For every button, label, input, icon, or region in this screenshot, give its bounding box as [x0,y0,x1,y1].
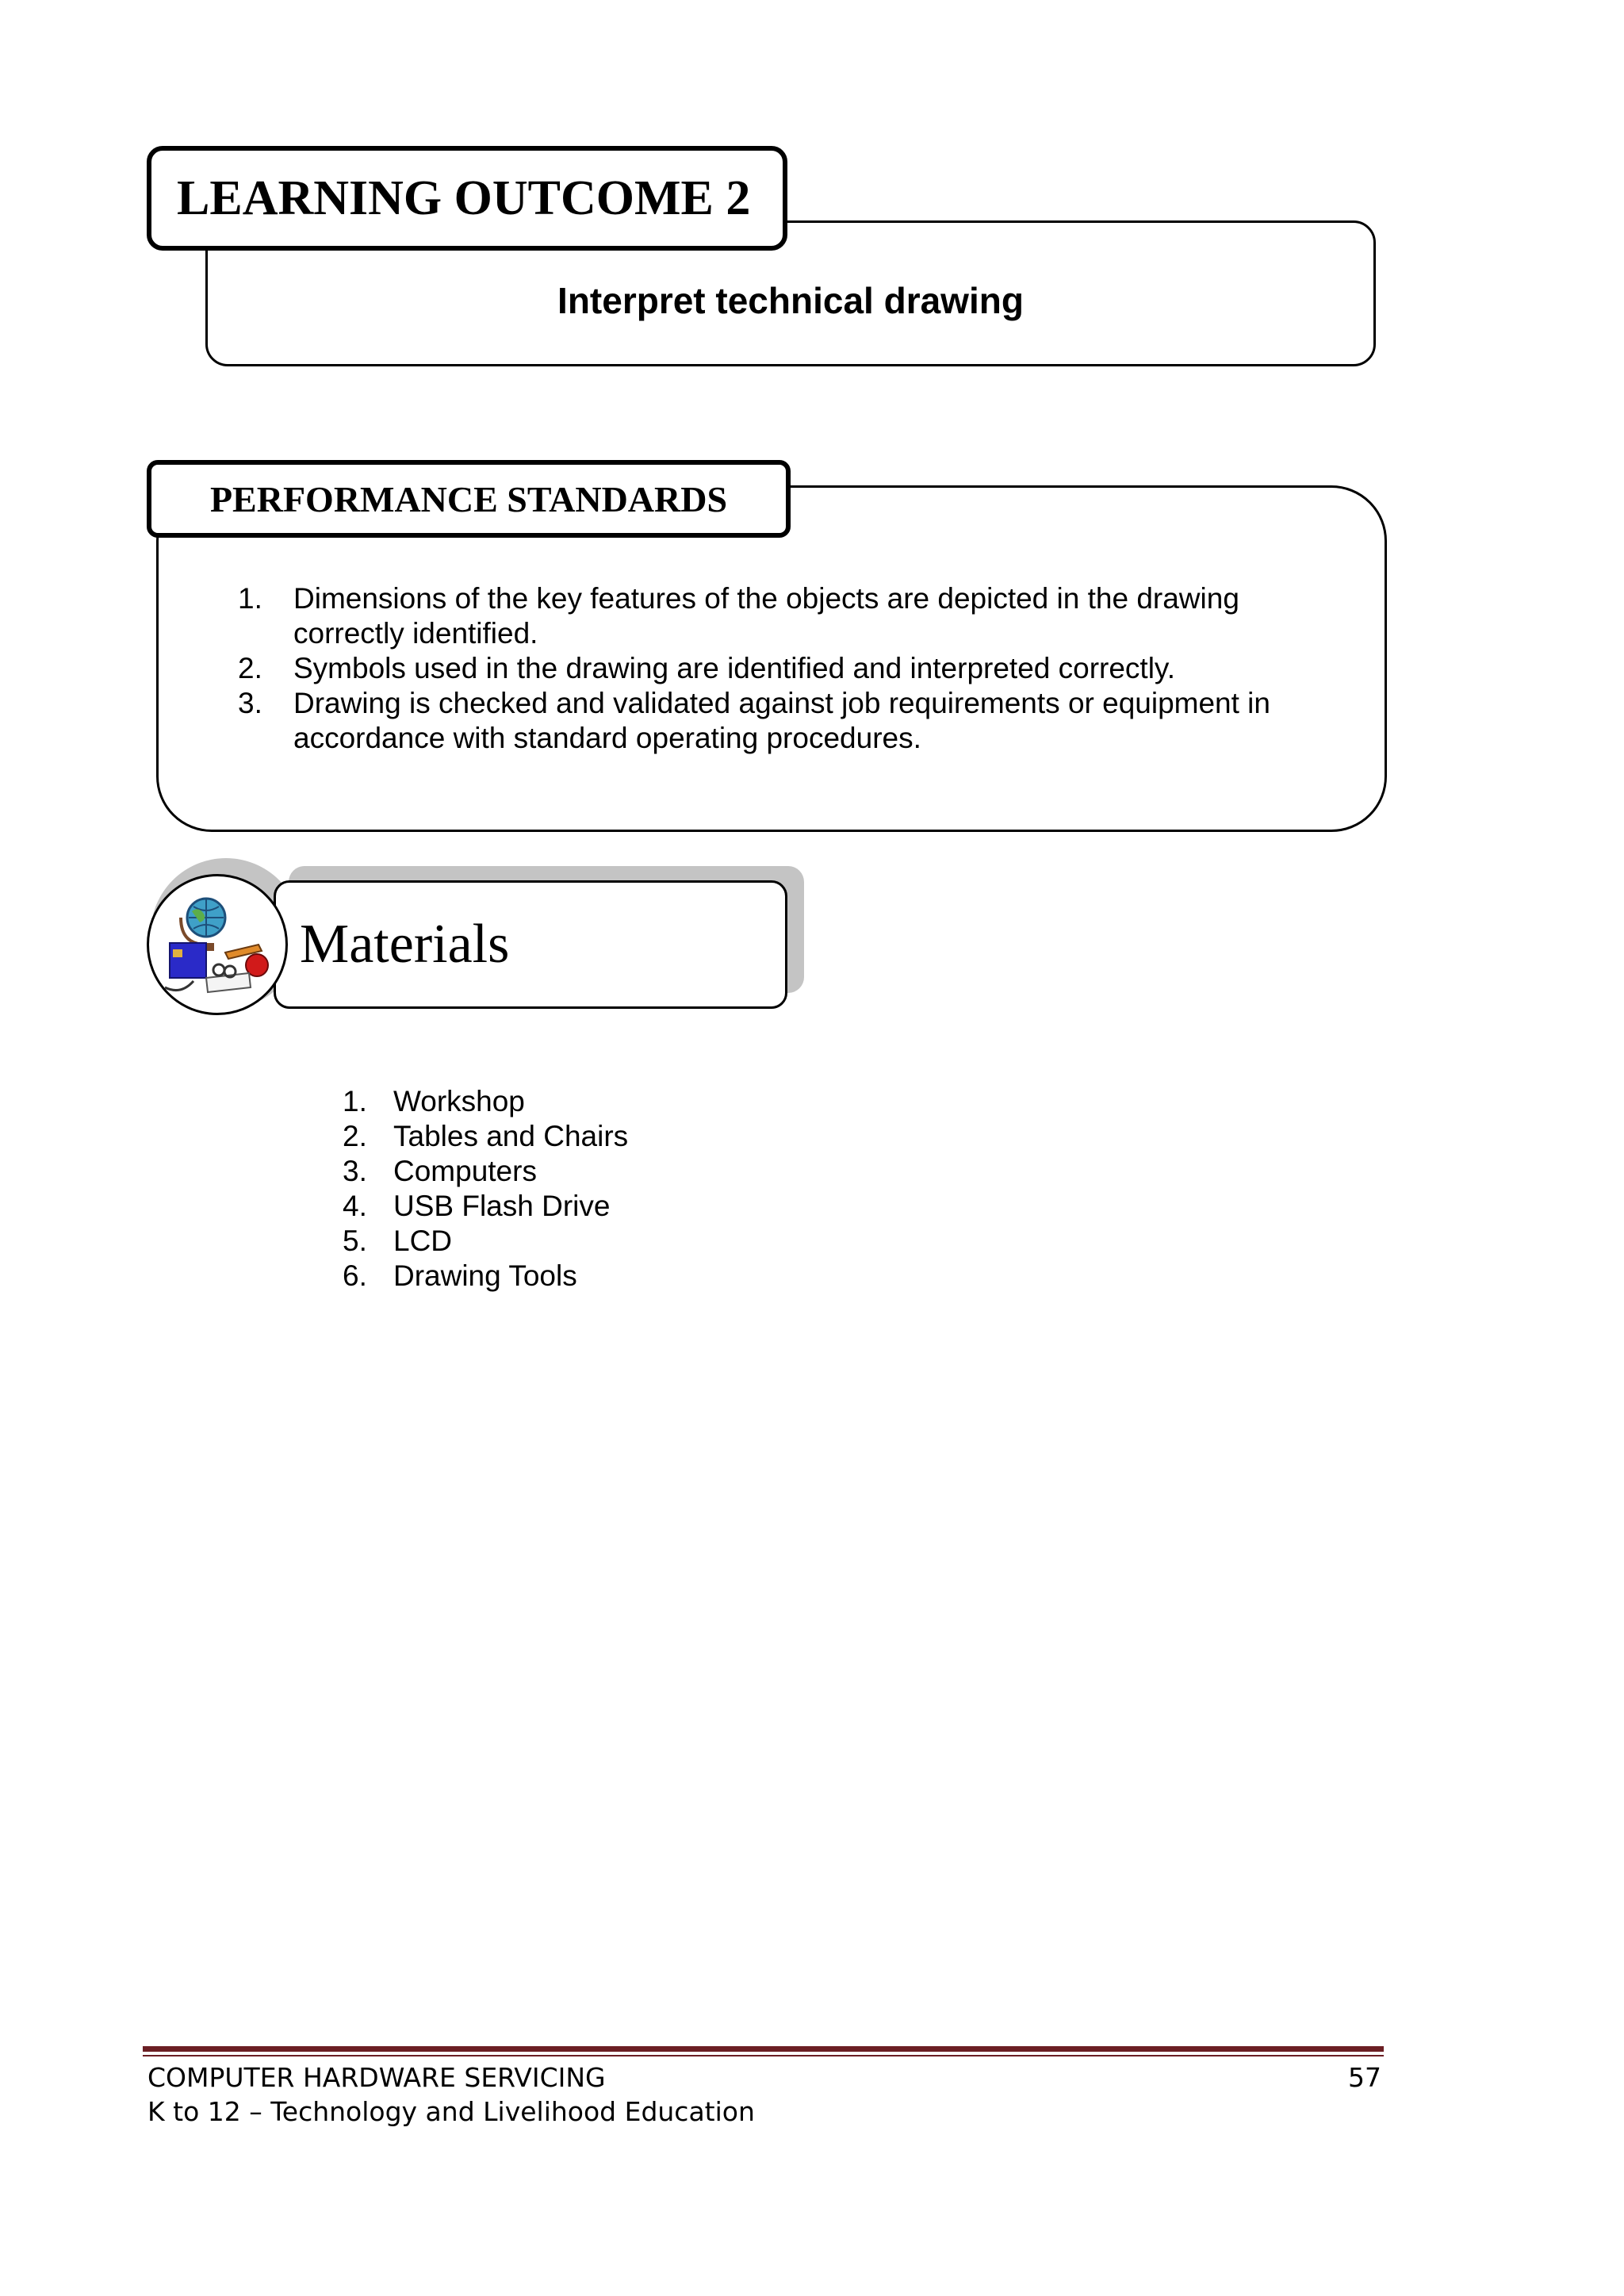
list-number: 2. [343,1120,367,1152]
list-item [238,686,1332,756]
list-item [343,1259,977,1294]
page-number: 57 [1348,2062,1381,2093]
list-text: Drawing Tools [393,1259,577,1292]
list-item [343,1224,977,1259]
materials-heading: Materials [300,914,510,975]
learning-outcome-subtitle: Interpret technical drawing [557,280,1024,321]
performance-standards-heading: PERFORMANCE STANDARDS [209,478,728,519]
footer-course-title: COMPUTER HARDWARE SERVICING [147,2062,606,2093]
list-text: USB Flash Drive [393,1190,611,1222]
list-number: 1. [343,1085,367,1117]
list-text: Drawing is checked and validated against job requirements or equipment in [293,687,1270,719]
footer-program-title: K to 12 – Technology and Livelihood Education [147,2096,755,2127]
list-text: correctly identified. [293,617,538,650]
materials-clipart-icon [147,874,288,1015]
list-number: 4. [343,1190,367,1222]
list-item [238,651,1332,686]
footer-rule [143,2046,1384,2052]
list-number: 6. [343,1259,367,1292]
list-item [343,1084,977,1119]
list-item [343,1154,977,1189]
materials-heading-box [274,880,787,1009]
list-text: Workshop [393,1085,525,1117]
performance-standards-list [238,581,1332,756]
footer-rule [143,2055,1384,2056]
learning-outcome-tab [147,146,787,251]
materials-list [343,1084,977,1294]
list-item [343,1119,977,1154]
list-number: 3. [343,1155,367,1187]
list-item [343,1189,977,1224]
list-text: Dimensions of the key features of the objects are depicted in the drawing [293,582,1239,615]
list-number: 2. [238,652,262,684]
list-text: Symbols used in the drawing are identified and interpreted correctly. [293,652,1175,684]
list-text: Computers [393,1155,537,1187]
list-number: 1. [238,582,262,615]
list-item [238,581,1332,651]
list-number: 5. [343,1225,367,1257]
list-number: 3. [238,687,262,719]
performance-standards-tab [147,460,791,538]
learning-outcome-heading: LEARNING OUTCOME 2 [177,171,751,225]
list-text: Tables and Chairs [393,1120,629,1152]
list-text: accordance with standard operating procedures. [293,722,921,754]
list-text: LCD [393,1225,453,1257]
